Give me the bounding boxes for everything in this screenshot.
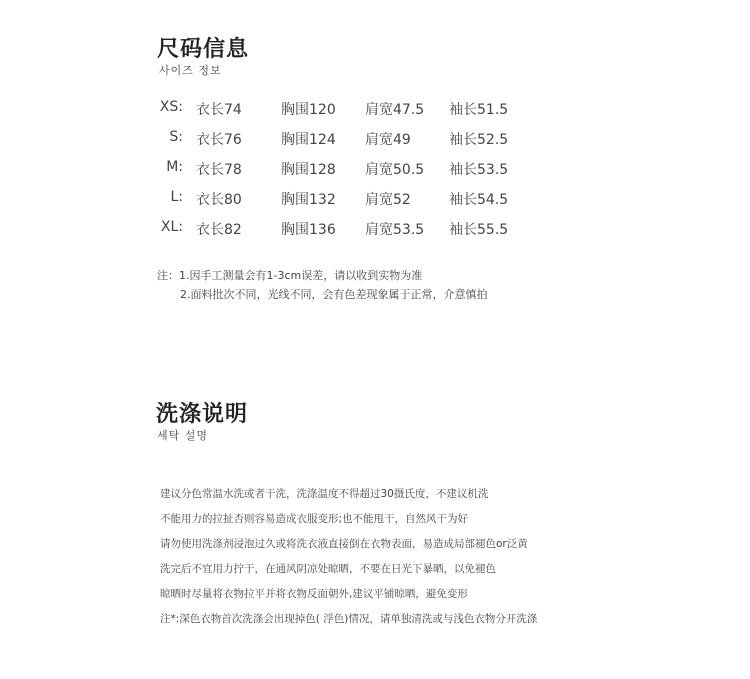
chest-value: 胸围132 <box>281 192 336 208</box>
length-value: 衣长82 <box>196 222 242 238</box>
length-value: 衣长78 <box>196 162 242 178</box>
color-note: 2.面料批次不同，光线不同，会有色差现象属于正常，介意慎拍 <box>180 288 488 301</box>
size-label: S: <box>169 129 183 145</box>
chest-value: 胸围120 <box>281 102 336 118</box>
length-value: 衣长74 <box>196 102 242 118</box>
wash-line: 建议分色常温水洗或者干洗，洗涤温度不得超过30摄氏度，不建议机洗 <box>160 488 489 500</box>
size-row-xl <box>0 219 750 239</box>
length-value: 衣长76 <box>196 132 242 148</box>
wash-line: 注*:深色衣物首次洗涤会出现掉色( 浮色)情况，请单独清洗或与浅色衣物分开洗涤 <box>160 613 538 625</box>
wash-line: 洗完后不宜用力拧干，在通风阴凉处晾晒，不要在日光下暴晒，以免褪色 <box>160 563 496 575</box>
wash-line: 请勿使用洗涤剂浸泡过久或将洗衣液直接倒在衣物表面，易造成局部褪色or泛黄 <box>160 538 528 550</box>
chest-value: 胸围128 <box>281 162 336 178</box>
size-row-xs <box>0 99 750 119</box>
shoulder-value: 肩宽47.5 <box>365 102 425 118</box>
size-label: XL: <box>160 219 183 235</box>
size-label: M: <box>166 159 183 175</box>
sleeve-value: 袖长53.5 <box>449 162 509 178</box>
wash-line: 不能用力的拉扯否则容易造成衣服变形;也不能甩干，自然风干为好 <box>160 513 469 525</box>
size-label: XS: <box>159 99 183 115</box>
wash-subtitle: 세탁 설명 <box>157 429 209 442</box>
measurement-note: 注：1.因手工测量会有1-3cm误差，请以收到实物为准 <box>157 269 423 282</box>
size-row-m <box>0 159 750 179</box>
sleeve-value: 袖长55.5 <box>449 222 509 238</box>
wash-title: 洗涤说明 <box>156 402 249 427</box>
sleeve-value: 袖长52.5 <box>449 132 509 148</box>
sleeve-value: 袖长51.5 <box>449 102 509 118</box>
shoulder-value: 肩宽49 <box>365 132 411 148</box>
shoulder-value: 肩宽50.5 <box>365 162 425 178</box>
size-row-s <box>0 129 750 149</box>
length-value: 衣长80 <box>196 192 242 208</box>
shoulder-value: 肩宽52 <box>365 192 411 208</box>
size-info-title: 尺码信息 <box>157 37 250 62</box>
sleeve-value: 袖长54.5 <box>449 192 509 208</box>
chest-value: 胸围124 <box>281 132 336 148</box>
size-label: L: <box>170 189 183 205</box>
shoulder-value: 肩宽53.5 <box>365 222 425 238</box>
wash-line: 晾晒时尽量将衣物拉平并将衣物反面朝外,建议平铺晾晒，避免变形 <box>160 588 468 600</box>
size-row-l <box>0 189 750 209</box>
chest-value: 胸围136 <box>281 222 336 238</box>
size-info-subtitle: 사이즈 정보 <box>159 64 222 77</box>
